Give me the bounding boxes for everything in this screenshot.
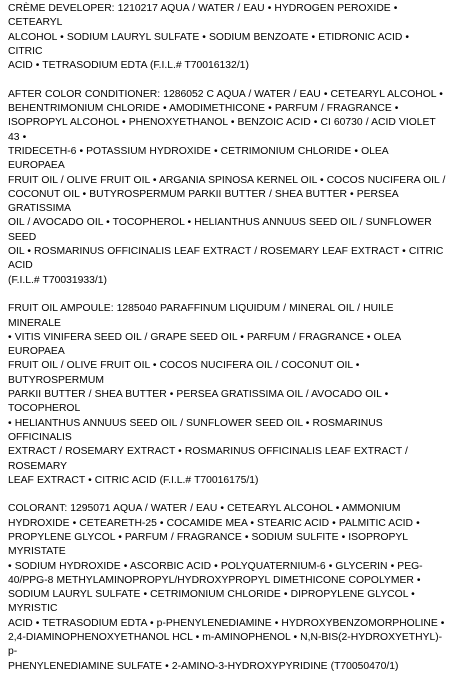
text-line: (F.I.L.# T70031933/1): [8, 274, 107, 286]
colorant-section: [8, 502, 446, 674]
text-line: 40/PPG-8 METHYLAMINOPROPYL/HYDROXYPROPYL DIMETHICONE COPOLYMER •: [8, 574, 421, 586]
text-line: HYDROXIDE • CETEARETH-25 • COCAMIDE MEA • STEARIC ACID • PALMITIC ACID •: [8, 517, 420, 529]
text-line: FRUIT OIL / OLIVE FRUIT OIL • ARGANIA SPINOSA KERNEL OIL • COCOS NUCIFERA OIL /: [8, 174, 446, 186]
text-line: SODIUM LAURYL SULFATE • CETRIMONIUM CHLORIDE • DIPROPYLENE GLYCOL • MYRISTIC: [8, 589, 415, 615]
text-line: COCONUT OIL • BUTYROSPERMUM PARKII BUTTER / SHEA BUTTER • PERSEA GRATISSIMA: [8, 188, 399, 215]
text-line: PROPYLENE GLYCOL • PARFUM / FRAGRANCE • SODIUM SULFITE • ISOPROPYL MYRISTATE: [8, 531, 408, 558]
text-line: TRIDECETH-6 • POTASSIUM HYDROXIDE • CETRIMONIUM CHLORIDE • OLEA EUROPAEA: [8, 145, 389, 172]
text-line: CRÈME DEVELOPER: 1210217 AQUA / WATER / EAU • HYDROGEN PEROXIDE • CETEARYL: [8, 3, 398, 29]
text-line: ISOPROPYL ALCOHOL • PHENOXYETHANOL • BENZOIC ACID • CI 60730 / ACID VIOLET 43 •: [8, 117, 436, 143]
text-line: ACID • TETRASODIUM EDTA (F.I.L.# T70016132/1): [8, 60, 249, 72]
text-line: PARKII BUTTER / SHEA BUTTER • PERSEA GRATISSIMA OIL / AVOCADO OIL • TOCOPHEROL: [8, 389, 389, 415]
creme-developer-section: [8, 2, 446, 73]
text-line: ACID • TETRASODIUM EDTA • p-PHENYLENEDIAMINE • HYDROXYBENZOMORPHOLINE •: [8, 617, 445, 629]
text-line: • SODIUM HYDROXIDE • ASCORBIC ACID • POLYQUATERNIUM-6 • GLYCERIN • PEG-: [8, 560, 423, 572]
text-line: ALCOHOL • SODIUM LAURYL SULFATE • SODIUM BENZOATE • ETIDRONIC ACID • CITRIC: [8, 31, 410, 57]
fruit-oil-ampoule-section: [8, 302, 446, 488]
text-line: OIL / AVOCADO OIL • TOCOPHEROL • HELIANTHUS ANNUUS SEED OIL / SUNFLOWER SEED: [8, 217, 432, 243]
text-line: • HELIANTHUS ANNUUS SEED OIL / SUNFLOWER SEED OIL • ROSMARINUS OFFICINALIS: [8, 417, 383, 443]
text-line: FRUIT OIL AMPOULE: 1285040 PARAFFINUM LIQUIDUM / MINERAL OIL / HUILE MINERALE: [8, 303, 394, 329]
text-line: OIL • ROSMARINUS OFFICINALIS LEAF EXTRACT / ROSEMARY LEAF EXTRACT • CITRIC ACID: [8, 246, 444, 272]
text-line: COLORANT: 1295071 AQUA / WATER / EAU • CETEARYL ALCOHOL • AMMONIUM: [8, 503, 401, 515]
text-line: BEHENTRIMONIUM CHLORIDE • AMODIMETHICONE • PARFUM / FRAGRANCE •: [8, 103, 399, 115]
text-line: FRUIT OIL / OLIVE FRUIT OIL • COCOS NUCIFERA OIL / COCONUT OIL • BUTYROSPERMUM: [8, 360, 360, 386]
text-line: 2,4-DIAMINOPHENOXYETHANOL HCL • m-AMINOPHENOL • N,N-BIS(2-HYDROXYETHYL)-p-: [8, 632, 443, 658]
text-line: • VITIS VINIFERA SEED OIL / GRAPE SEED OIL • PARFUM / FRAGRANCE • OLEA EUROPAEA: [8, 331, 401, 358]
text-line: LEAF EXTRACT • CITRIC ACID (F.I.L.# T70016175/1): [8, 474, 259, 486]
text-line: EXTRACT / ROSEMARY EXTRACT • ROSMARINUS OFFICINALIS LEAF EXTRACT / ROSEMARY: [8, 446, 408, 472]
after-color-conditioner-section: [8, 88, 446, 288]
text-line: PHENYLENEDIAMINE SULFATE • 2-AMINO-3-HYDROXYPYRIDINE (T70050470/1): [8, 660, 399, 672]
text-line: AFTER COLOR CONDITIONER: 1286052 C AQUA / WATER / EAU • CETEARYL ALCOHOL •: [8, 88, 443, 100]
